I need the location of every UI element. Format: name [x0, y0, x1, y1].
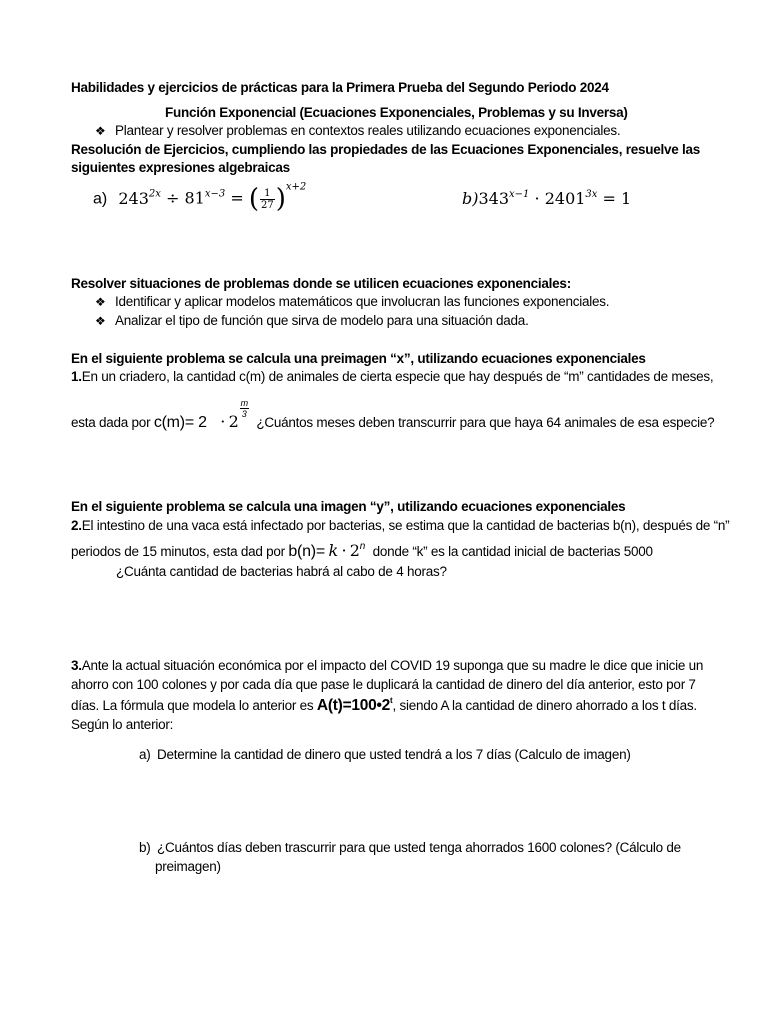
fraction-numerator: 1 — [260, 188, 275, 200]
problem2-formula-dot: · — [341, 541, 347, 560]
problem3-item-a — [139, 747, 631, 762]
skill-text-1: Identificar y aplicar modelos matemáticos que involucran las funciones exponenciales. — [115, 294, 610, 309]
problem3-text-line1: Ante la actual situación económica por el impacto del COVID 19 suponga que su madre le dice que inicie un — [81, 658, 704, 673]
problem1-text-line2-pre: esta dada por — [71, 415, 154, 430]
equation-b-base2: 2401 — [544, 189, 586, 208]
page-title: Habilidades y ejercicios de prácticas para la Primera Prueba del Segundo Periodo 2024 — [71, 80, 609, 95]
problem2-formula-k: k — [328, 541, 338, 560]
item-b-text-line1: ¿Cuántos días deben trascurrir para que usted tenga ahorrados 1600 colones? (Cálculo de — [157, 840, 681, 855]
left-paren: ( — [248, 184, 259, 214]
equation-b-rhs: = 1 — [602, 189, 632, 208]
problem2-line1 — [71, 518, 729, 533]
objective-text-1: Plantear y resolver problemas en contextos reales utilizando ecuaciones exponenciales. — [115, 123, 621, 138]
equation-b-exp1: x−1 — [509, 189, 530, 200]
problem3-line4: Según lo anterior: — [71, 717, 174, 732]
problem2-formula-base: 2 — [349, 541, 360, 560]
problem2-formula-lhs: b(n)= — [288, 543, 325, 560]
equation-b-label: b) — [462, 189, 479, 208]
problem1-text-line2-post: ¿Cuántos meses deben transcurrir para que haya 64 animales de esa especie? — [256, 415, 715, 430]
right-paren: ) — [275, 184, 286, 214]
exponent-numerator: m — [240, 398, 248, 408]
problem1-line2 — [71, 398, 714, 432]
problem3-formula: A(t)=100•2 — [316, 697, 391, 714]
equation-a-exp2: x−3 — [204, 188, 226, 200]
equation-b — [462, 189, 631, 208]
diamond-bullet-icon: ❖ — [95, 314, 106, 328]
skill-bullet-2 — [95, 313, 529, 328]
problem1-formula-lhs: c(m)= 2 — [153, 414, 207, 431]
problem1-heading: En el siguiente problema se calcula una preimagen “x”, utilizando ecuaciones exponenciales — [71, 351, 646, 366]
problem2-question: ¿Cuánta cantidad de bacterias habrá al cabo de 4 horas? — [116, 564, 447, 579]
fraction-denominator: 27 — [260, 199, 274, 211]
equation-a-division: ÷ — [165, 188, 180, 208]
problem2-heading: En el siguiente problema se calcula una imagen “y”, utilizando ecuaciones exponenciales — [71, 499, 626, 514]
page-subtitle: Función Exponencial (Ecuaciones Exponenciales, Problemas y su Inversa) — [165, 105, 628, 120]
skill-text-2: Analizar el tipo de función que sirva de modelo para una situación dada. — [115, 313, 529, 328]
problem2-number: 2. — [71, 518, 82, 533]
problem3-line2: ahorro con 100 colones y por cada día que pase le duplicará la cantidad de dinero del día anterior, esto por 7 — [71, 677, 696, 692]
equation-a-fraction — [260, 188, 275, 211]
equation-b-exp2: 3x — [585, 189, 598, 200]
diamond-bullet-icon: ❖ — [95, 124, 106, 138]
objective-bullet-1 — [95, 123, 620, 138]
equation-a-exp3: x+2 — [285, 181, 307, 193]
skill-bullet-1 — [95, 294, 609, 309]
section1-heading-line1: Resolución de Ejercicios, cumpliendo las propiedades de las Ecuaciones Exponenciales, resuelve las — [71, 142, 701, 157]
problem3-item-b-line2: preimagen) — [155, 859, 221, 874]
problem1-formula-base: 2 — [228, 412, 239, 431]
item-a-label: a) — [139, 747, 151, 762]
problem1-line1 — [71, 369, 713, 384]
section2-heading: Resolver situaciones de problemas donde se utilicen ecuaciones exponenciales: — [71, 276, 571, 291]
equation-b-dot: · — [534, 189, 540, 208]
equation-b-base1: 343 — [478, 189, 510, 208]
section1-heading-line2: siguientes expresiones algebraicas — [71, 160, 290, 175]
item-a-text: Determine la cantidad de dinero que usted tendrá a los 7 días (Calculo de imagen) — [157, 747, 631, 762]
problem3-number: 3. — [71, 658, 82, 673]
diamond-bullet-icon: ❖ — [95, 295, 106, 309]
equation-a-label: a) — [93, 190, 108, 208]
equation-a — [93, 181, 307, 214]
problem3-formula-exp: t — [390, 696, 393, 705]
problem1-number: 1. — [71, 369, 82, 384]
equation-a-equals: = — [230, 188, 244, 208]
problem1-formula-dot: · — [220, 412, 226, 431]
problem1-formula-exponent — [240, 398, 249, 419]
problem3-line3 — [71, 697, 697, 715]
problem2-line2 — [71, 541, 653, 561]
problem3-text-line3-pre: días. La fórmula que modela lo anterior es — [71, 698, 317, 713]
problem3-line1 — [71, 658, 703, 673]
problem2-text-line1: El intestino de una vaca está infectado por bacterias, se estima que la cantidad de bacterias b(n), después de “n” — [81, 518, 730, 533]
equation-a-base1: 243 — [118, 188, 149, 208]
equation-a-exp1: 2x — [148, 188, 161, 200]
problem1-text-line1: En un criadero, la cantidad c(m) de animales de cierta especie que hay después de “m” cantidades de meses, — [81, 369, 714, 384]
item-b-label: b) — [139, 840, 151, 855]
problem2-text-line2-pre: periodos de 15 minutos, esta dad por — [71, 544, 289, 559]
problem3-text-line3-post: , siendo A la cantidad de dinero ahorrado a los t días. — [392, 698, 697, 713]
equation-a-base2: 81 — [184, 188, 205, 208]
problem3-item-b — [139, 840, 681, 855]
problem2-formula-exp: n — [359, 541, 366, 552]
problem2-text-line2-post: donde “k” es la cantidad inicial de bacterias 5000 — [372, 544, 653, 559]
exponent-denominator: 3 — [241, 409, 247, 419]
